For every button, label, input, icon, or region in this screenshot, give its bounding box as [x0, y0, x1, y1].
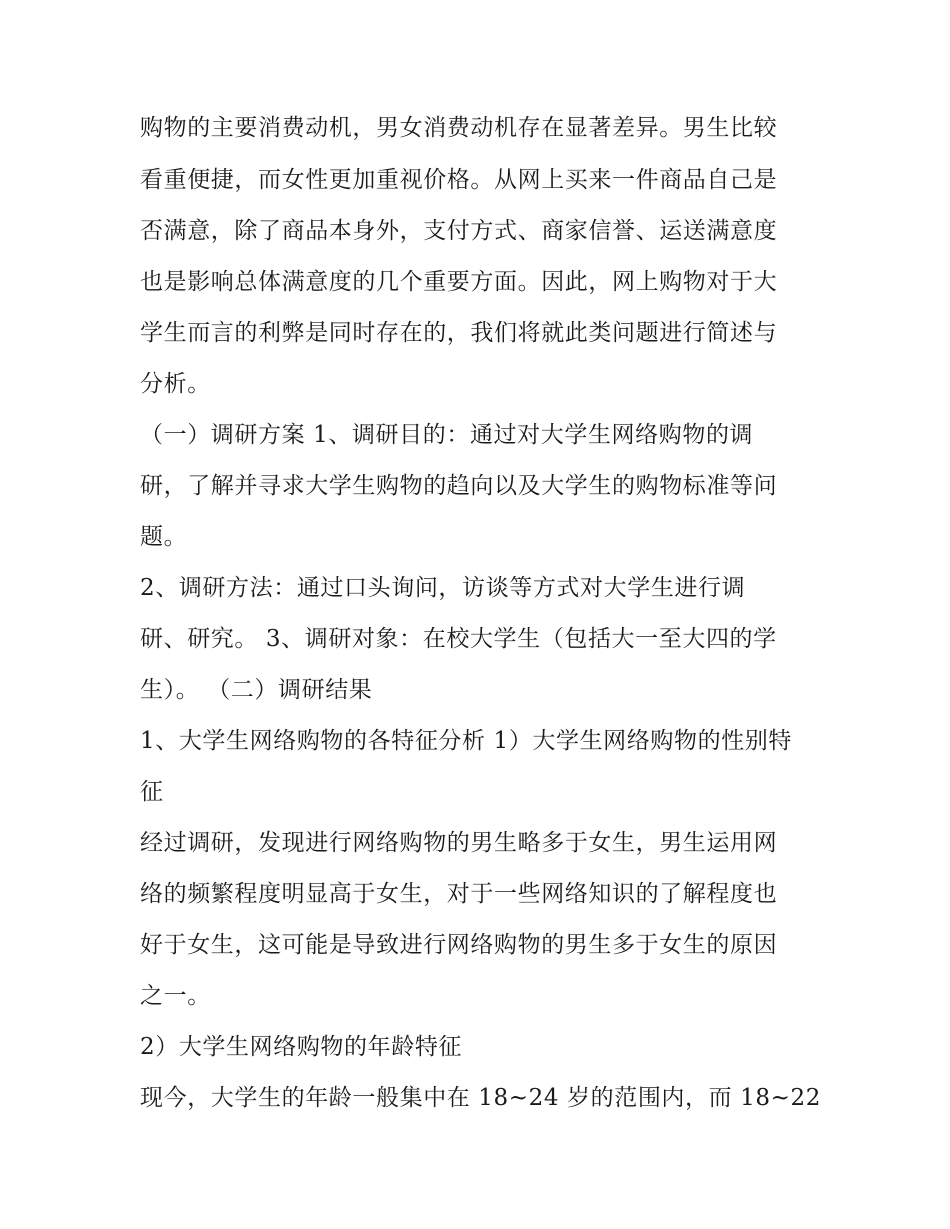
text-line: 好于女生，这可能是导致进行网络购物的男生多于女生的原因 — [140, 932, 778, 958]
text-line: 经过调研，发现进行网络购物的男生略多于女生，男生运用网 — [140, 830, 778, 856]
text-line: 也是影响总体满意度的几个重要方面。因此，网上购物对于大 — [140, 269, 778, 295]
text-line: 看重便捷，而女性更加重视价格。从网上买来一件商品自己是 — [140, 167, 778, 193]
subsection-heading: 1、大学生网络购物的各特征分析 1）大学生网络购物的性别特 — [140, 728, 792, 754]
subsection-heading: 2）大学生网络购物的年龄特征 — [140, 1034, 463, 1060]
text-line: 研，了解并寻求大学生购物的趋向以及大学生的购物标准等问 — [140, 473, 778, 499]
text-line: 学生而言的利弊是同时存在的，我们将就此类问题进行简述与 — [140, 320, 778, 346]
section-heading: 生）。 （二）调研结果 — [140, 677, 373, 703]
section-heading: （一）调研方案 1、调研目的：通过对大学生网络购物的调 — [140, 422, 754, 448]
text-line: 题。 — [140, 524, 188, 550]
subsection-heading: 征 — [140, 779, 164, 805]
text-line: 否满意，除了商品本身外，支付方式、商家信誉、运送满意度 — [140, 218, 778, 244]
text-line: 分析。 — [140, 371, 211, 397]
text-line: 购物的主要消费动机，男女消费动机存在显著差异。男生比较 — [140, 115, 778, 141]
text-line: 络的频繁程度明显高于女生，对于一些网络知识的了解程度也 — [140, 881, 778, 907]
text-line: 之一。 — [140, 983, 211, 1009]
text-line: 现今，大学生的年龄一般集中在 18~24 岁的范围内，而 18~22 — [140, 1085, 821, 1111]
text-line: 研、研究。 3、调研对象：在校大学生（包括大一至大四的学 — [140, 626, 777, 652]
text-line: 2、调研方法：通过口头询问，访谈等方式对大学生进行调 — [140, 575, 746, 601]
